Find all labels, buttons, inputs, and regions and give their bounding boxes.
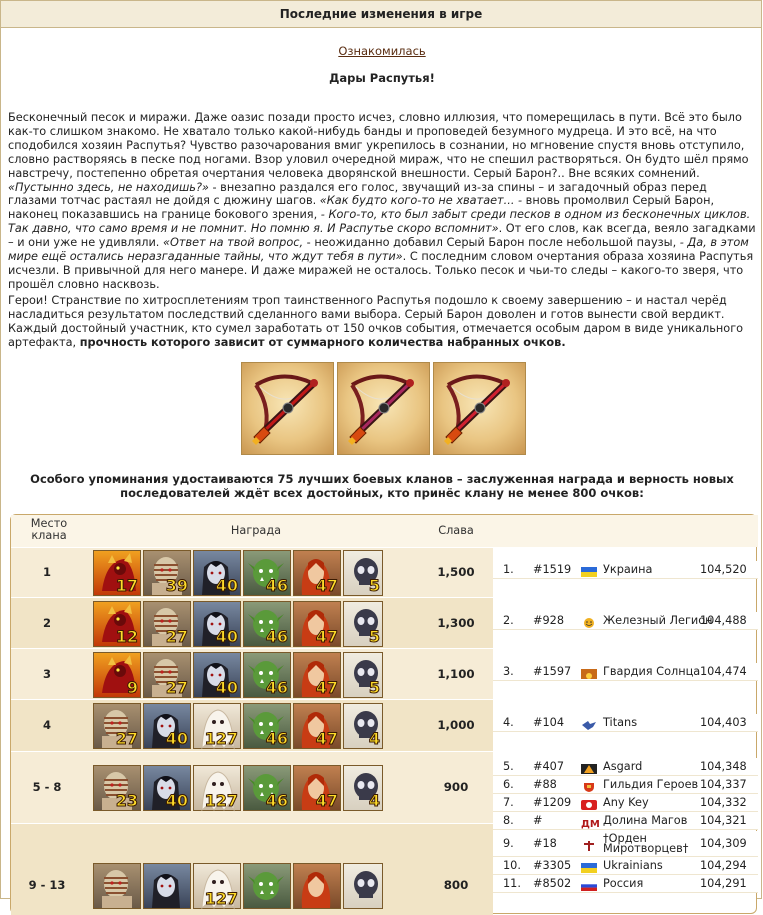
mummy-icon[interactable] xyxy=(93,863,141,909)
reward-count: 47 xyxy=(315,626,338,646)
place-cell: 1 xyxy=(42,565,51,579)
reward-count: 47 xyxy=(315,729,338,748)
clan-id: #1209 xyxy=(533,796,572,809)
clan-id: # xyxy=(533,814,543,827)
vampire-icon[interactable] xyxy=(193,601,241,647)
reward-count: 27 xyxy=(115,729,138,748)
clan-score: 104,403 xyxy=(700,716,747,729)
heroes-shield-icon xyxy=(581,780,597,790)
clan-name: Россия xyxy=(603,877,644,890)
reward-count: 127 xyxy=(204,729,238,748)
clans-heading: Особого упоминания удостаиваются 75 лучших боевых кланов – заслуженная награда и верность новых последователей ждёт всех достойных, кто принёс клану не менее 800 очков: xyxy=(30,472,734,500)
reward-count: 5 xyxy=(368,677,380,697)
vampire-icon[interactable] xyxy=(143,863,191,909)
clan-id: #1519 xyxy=(533,563,572,576)
leaderboard-row[interactable] xyxy=(493,776,758,794)
reward-count: 40 xyxy=(215,626,238,646)
reward-count: 40 xyxy=(165,791,188,810)
skull-icon[interactable] xyxy=(343,601,383,647)
story-quote: «Как будто кого-то не хватает... - xyxy=(319,194,523,208)
leaderboard-row[interactable] xyxy=(493,612,758,630)
reward-count: 39 xyxy=(165,576,188,595)
table-row xyxy=(11,823,493,915)
leaderboard-row[interactable] xyxy=(493,561,758,579)
intro-paragraph: Герои! Странствие по хитросплетениям троп таинственного Распутья подошло к своему завершению – и настал черёд насладиться результатом последствий сделанного вами выбора. Серый Барон доволен и готов вынести свой вердикт. Каждый достойный участник, кто сумел заработать от 150 очков события, отмечается особым даром в виде уникального артефакта, прочность которого зависит от суммарного количества набранных очков. xyxy=(8,294,744,349)
story-text: Бесконечный песок и миражи. Даже оазис позади просто исчез, словно иллюзия, что померещилась в пути. Всё это было как-то слишком знакомо. Не хватало только какой-нибудь банды и проповедей безумного мудреца. И это всё, на что сподобился хозяин Распутья? Чувство разочарования вмиг укрепилось в сознании, но мгновение спустя вновь отступило, словно растворяясь в песке под ногами. Взор уловил очередной мираж, что не спешил растворяться. Он будто шёл прямо навстречу, постепенно обретая очертания человека дворянской внешности. Серый Барон?.. Вне всяких сомнений. xyxy=(8,111,749,180)
story-paragraph xyxy=(8,111,758,292)
orc-icon[interactable] xyxy=(243,652,291,698)
reward-count: 4 xyxy=(368,729,380,748)
skull-icon[interactable] xyxy=(343,703,383,749)
elf-icon[interactable] xyxy=(293,703,341,749)
reward-count: 47 xyxy=(315,791,338,810)
clan-id: #3305 xyxy=(533,859,572,872)
asgard-emblem-icon xyxy=(581,762,597,772)
reward-list xyxy=(93,703,383,749)
reward-list xyxy=(93,863,383,909)
clan-name: Украина xyxy=(603,563,653,576)
vampire-icon[interactable] xyxy=(143,703,191,749)
reward-count: 40 xyxy=(215,576,238,595)
story-text: - неожиданно добавил Серый Барон после небольшой паузы, xyxy=(303,236,680,250)
elf-icon[interactable] xyxy=(293,652,341,698)
skull-icon[interactable] xyxy=(343,550,383,596)
sun-emblem-icon xyxy=(581,667,597,677)
skull-icon[interactable] xyxy=(343,652,383,698)
glory-cell: 1,300 xyxy=(437,615,475,630)
elf-icon[interactable] xyxy=(293,863,341,909)
reward-count: 40 xyxy=(215,677,238,697)
clan-id: #88 xyxy=(533,778,557,791)
rank-cell: 9. xyxy=(503,837,514,850)
artifact-gallery xyxy=(241,362,526,455)
reward-count: 127 xyxy=(204,791,238,810)
smiley-icon xyxy=(581,616,597,626)
story-quote: «Пустынно здесь, не находишь?» xyxy=(8,180,209,194)
mummy-icon[interactable] xyxy=(143,550,191,596)
rank-cell: 3. xyxy=(503,665,514,678)
cross-emblem-icon xyxy=(581,839,597,849)
story-quote: - Да, в этом мире ещё остались неразгаданные тайны, что ждут тебя в пути» xyxy=(8,236,749,264)
reward-count: 47 xyxy=(315,677,338,697)
reward-list xyxy=(93,601,383,647)
story-text: вновь промолвил Серый Барон, наконец показавшись на границе бокового зрения, xyxy=(8,194,715,222)
col-reward: Награда xyxy=(230,524,282,537)
elf-icon[interactable] xyxy=(293,601,341,647)
orc-icon[interactable] xyxy=(243,601,291,647)
place-cell: 9 - 13 xyxy=(28,878,66,892)
table-row xyxy=(11,547,493,597)
leaderboard-row[interactable] xyxy=(493,714,758,732)
reward-count: 46 xyxy=(265,791,288,810)
anykey-emblem-icon xyxy=(581,798,597,808)
place-cell: 4 xyxy=(42,718,51,732)
glory-cell: 1,100 xyxy=(437,666,475,681)
clan-name: Гильдия Героев xyxy=(603,778,699,791)
clan-score: 104,332 xyxy=(700,796,747,809)
clan-score: 104,488 xyxy=(700,614,747,627)
leaderboard-row[interactable] xyxy=(493,794,758,812)
orc-icon[interactable] xyxy=(243,863,291,909)
clan-name: Titans xyxy=(603,716,638,729)
clan-name: Железный Легион xyxy=(603,614,713,627)
mummy-icon[interactable] xyxy=(143,601,191,647)
clan-score: 104,309 xyxy=(700,837,747,850)
news-heading: Дары Распутья! xyxy=(329,71,435,85)
place-cell: 2 xyxy=(42,615,51,630)
reward-count: 23 xyxy=(115,791,138,810)
dm-emblem-icon xyxy=(581,816,600,830)
mummy-icon[interactable] xyxy=(93,765,141,811)
demon-icon[interactable] xyxy=(93,601,141,647)
demon-icon[interactable] xyxy=(93,550,141,596)
reward-count: 40 xyxy=(165,729,188,748)
elf-icon[interactable] xyxy=(293,765,341,811)
leaderboard-row[interactable] xyxy=(493,758,758,776)
leaderboard-row[interactable] xyxy=(493,831,758,857)
page-title: Последние изменения в игре xyxy=(1,0,761,28)
intro-bold: прочность которого зависит от суммарного количества набранных очков. xyxy=(79,335,566,349)
table-header xyxy=(11,515,758,547)
ghost-icon[interactable] xyxy=(193,703,241,749)
reward-count: 9 xyxy=(126,677,138,697)
reward-count: 27 xyxy=(165,626,188,646)
rank-cell: 1. xyxy=(503,563,514,576)
clan-name: Гвардия Солнца xyxy=(603,665,701,678)
col-glory: Слава xyxy=(438,524,474,537)
reward-count: 47 xyxy=(315,576,338,595)
clan-id: #1597 xyxy=(533,665,572,678)
table-row xyxy=(11,648,493,699)
skull-icon[interactable] xyxy=(343,765,383,811)
ukraine-flag-icon xyxy=(581,565,597,575)
reward-count: 127 xyxy=(204,889,238,908)
clan-id: #8502 xyxy=(533,877,572,890)
clan-id: #928 xyxy=(533,614,565,627)
clan-name: Asgard xyxy=(603,760,643,773)
reward-count: 12 xyxy=(115,626,138,646)
reward-list xyxy=(93,550,383,596)
crossbow-icon xyxy=(241,362,334,455)
clan-score: 104,348 xyxy=(700,760,747,773)
demon-icon[interactable] xyxy=(93,652,141,698)
table-row xyxy=(11,699,493,751)
ghost-icon[interactable] xyxy=(193,765,241,811)
clan-score: 104,474 xyxy=(700,665,747,678)
mummy-icon[interactable] xyxy=(93,703,141,749)
clan-score: 104,294 xyxy=(700,859,747,872)
orc-icon[interactable] xyxy=(243,550,291,596)
leaderboard-row[interactable] xyxy=(493,663,758,681)
glory-cell: 1,500 xyxy=(437,565,475,579)
vampire-icon[interactable] xyxy=(143,765,191,811)
reward-count: 46 xyxy=(265,626,288,646)
rank-cell: 6. xyxy=(503,778,514,791)
rank-cell: 5. xyxy=(503,760,514,773)
mummy-icon[interactable] xyxy=(143,652,191,698)
leaderboard-row[interactable] xyxy=(493,875,758,893)
clan-name: †Орден Миротворцев† xyxy=(603,832,689,855)
leaderboard-row[interactable] xyxy=(493,812,758,830)
clan-rewards-table xyxy=(10,514,757,914)
reward-count: 5 xyxy=(368,576,380,595)
clan-name: Долина Магов xyxy=(603,814,688,827)
clan-score: 104,291 xyxy=(700,877,747,890)
rank-cell: 7. xyxy=(503,796,514,809)
elf-icon[interactable] xyxy=(293,550,341,596)
reward-count: 46 xyxy=(265,677,288,697)
story-quote: - Кого-то, кто был забыт среди песков в одном из бесконечных циклов. Так давно, что само время и не помнит. Но помню я. И Распутье скоро вспомнит» xyxy=(8,208,751,236)
ukraine-flag-icon xyxy=(581,861,597,871)
glory-cell: 800 xyxy=(443,878,469,892)
vampire-icon[interactable] xyxy=(193,652,241,698)
reward-count: 17 xyxy=(115,576,138,595)
col-place: Место клана xyxy=(30,517,68,542)
reward-count: 46 xyxy=(265,729,288,748)
crossbow-icon xyxy=(337,362,430,455)
clan-score: 104,337 xyxy=(700,778,747,791)
story-text: . От его слов, как всегда, веяло загадками – и они уже не удивляли. xyxy=(8,222,756,250)
titans-emblem-icon xyxy=(581,718,597,728)
acknowledge-link[interactable]: Ознакомилась xyxy=(338,44,426,58)
story-text: - внезапно раздался его голос, звучащий из-за спины – и загадочный образ перед глазами тотчас растаял не дойдя с дюжину шагов. xyxy=(8,180,707,208)
skull-icon[interactable] xyxy=(343,863,383,909)
rank-cell: 4. xyxy=(503,716,514,729)
reward-count: 4 xyxy=(368,791,380,810)
reward-count: 46 xyxy=(265,576,288,595)
reward-count: 27 xyxy=(165,677,188,697)
rank-cell: 8. xyxy=(503,814,514,827)
reward-list xyxy=(93,765,383,811)
rank-cell: 2. xyxy=(503,614,514,627)
orc-icon[interactable] xyxy=(243,765,291,811)
story-quote: «Ответ на твой вопрос, xyxy=(163,236,304,250)
clan-score: 104,520 xyxy=(700,563,747,576)
ghost-icon[interactable] xyxy=(193,863,241,909)
reward-list xyxy=(93,652,383,698)
glory-cell: 1,000 xyxy=(437,718,475,732)
clan-id: #18 xyxy=(533,837,557,850)
rank-cell: 10. xyxy=(503,859,521,872)
table-row xyxy=(11,597,493,648)
place-cell: 5 - 8 xyxy=(32,780,62,794)
clan-name: Any Key xyxy=(603,796,649,809)
reward-count: 5 xyxy=(368,626,380,646)
place-cell: 3 xyxy=(42,666,51,681)
glory-cell: 900 xyxy=(443,780,469,794)
story-text: . С последним словом очертания образа хозяина Распутья исчезли. В привычной для него манере. И даже миражей не осталось. Только песок и чьи-то следы – какого-то зверя, что прошёл словно насквозь. xyxy=(8,250,754,291)
table-row xyxy=(11,751,493,823)
russia-flag-icon xyxy=(581,879,597,889)
svg-text:ДМ: ДМ xyxy=(581,819,600,830)
clan-score: 104,321 xyxy=(700,814,747,827)
clan-id: #407 xyxy=(533,760,565,773)
clan-name: Ukrainians xyxy=(603,859,663,872)
clan-id: #104 xyxy=(533,716,565,729)
rank-cell: 11. xyxy=(503,877,521,890)
orc-icon[interactable] xyxy=(243,703,291,749)
crossbow-icon xyxy=(433,362,526,455)
leaderboard-row[interactable] xyxy=(493,857,758,875)
vampire-icon[interactable] xyxy=(193,550,241,596)
